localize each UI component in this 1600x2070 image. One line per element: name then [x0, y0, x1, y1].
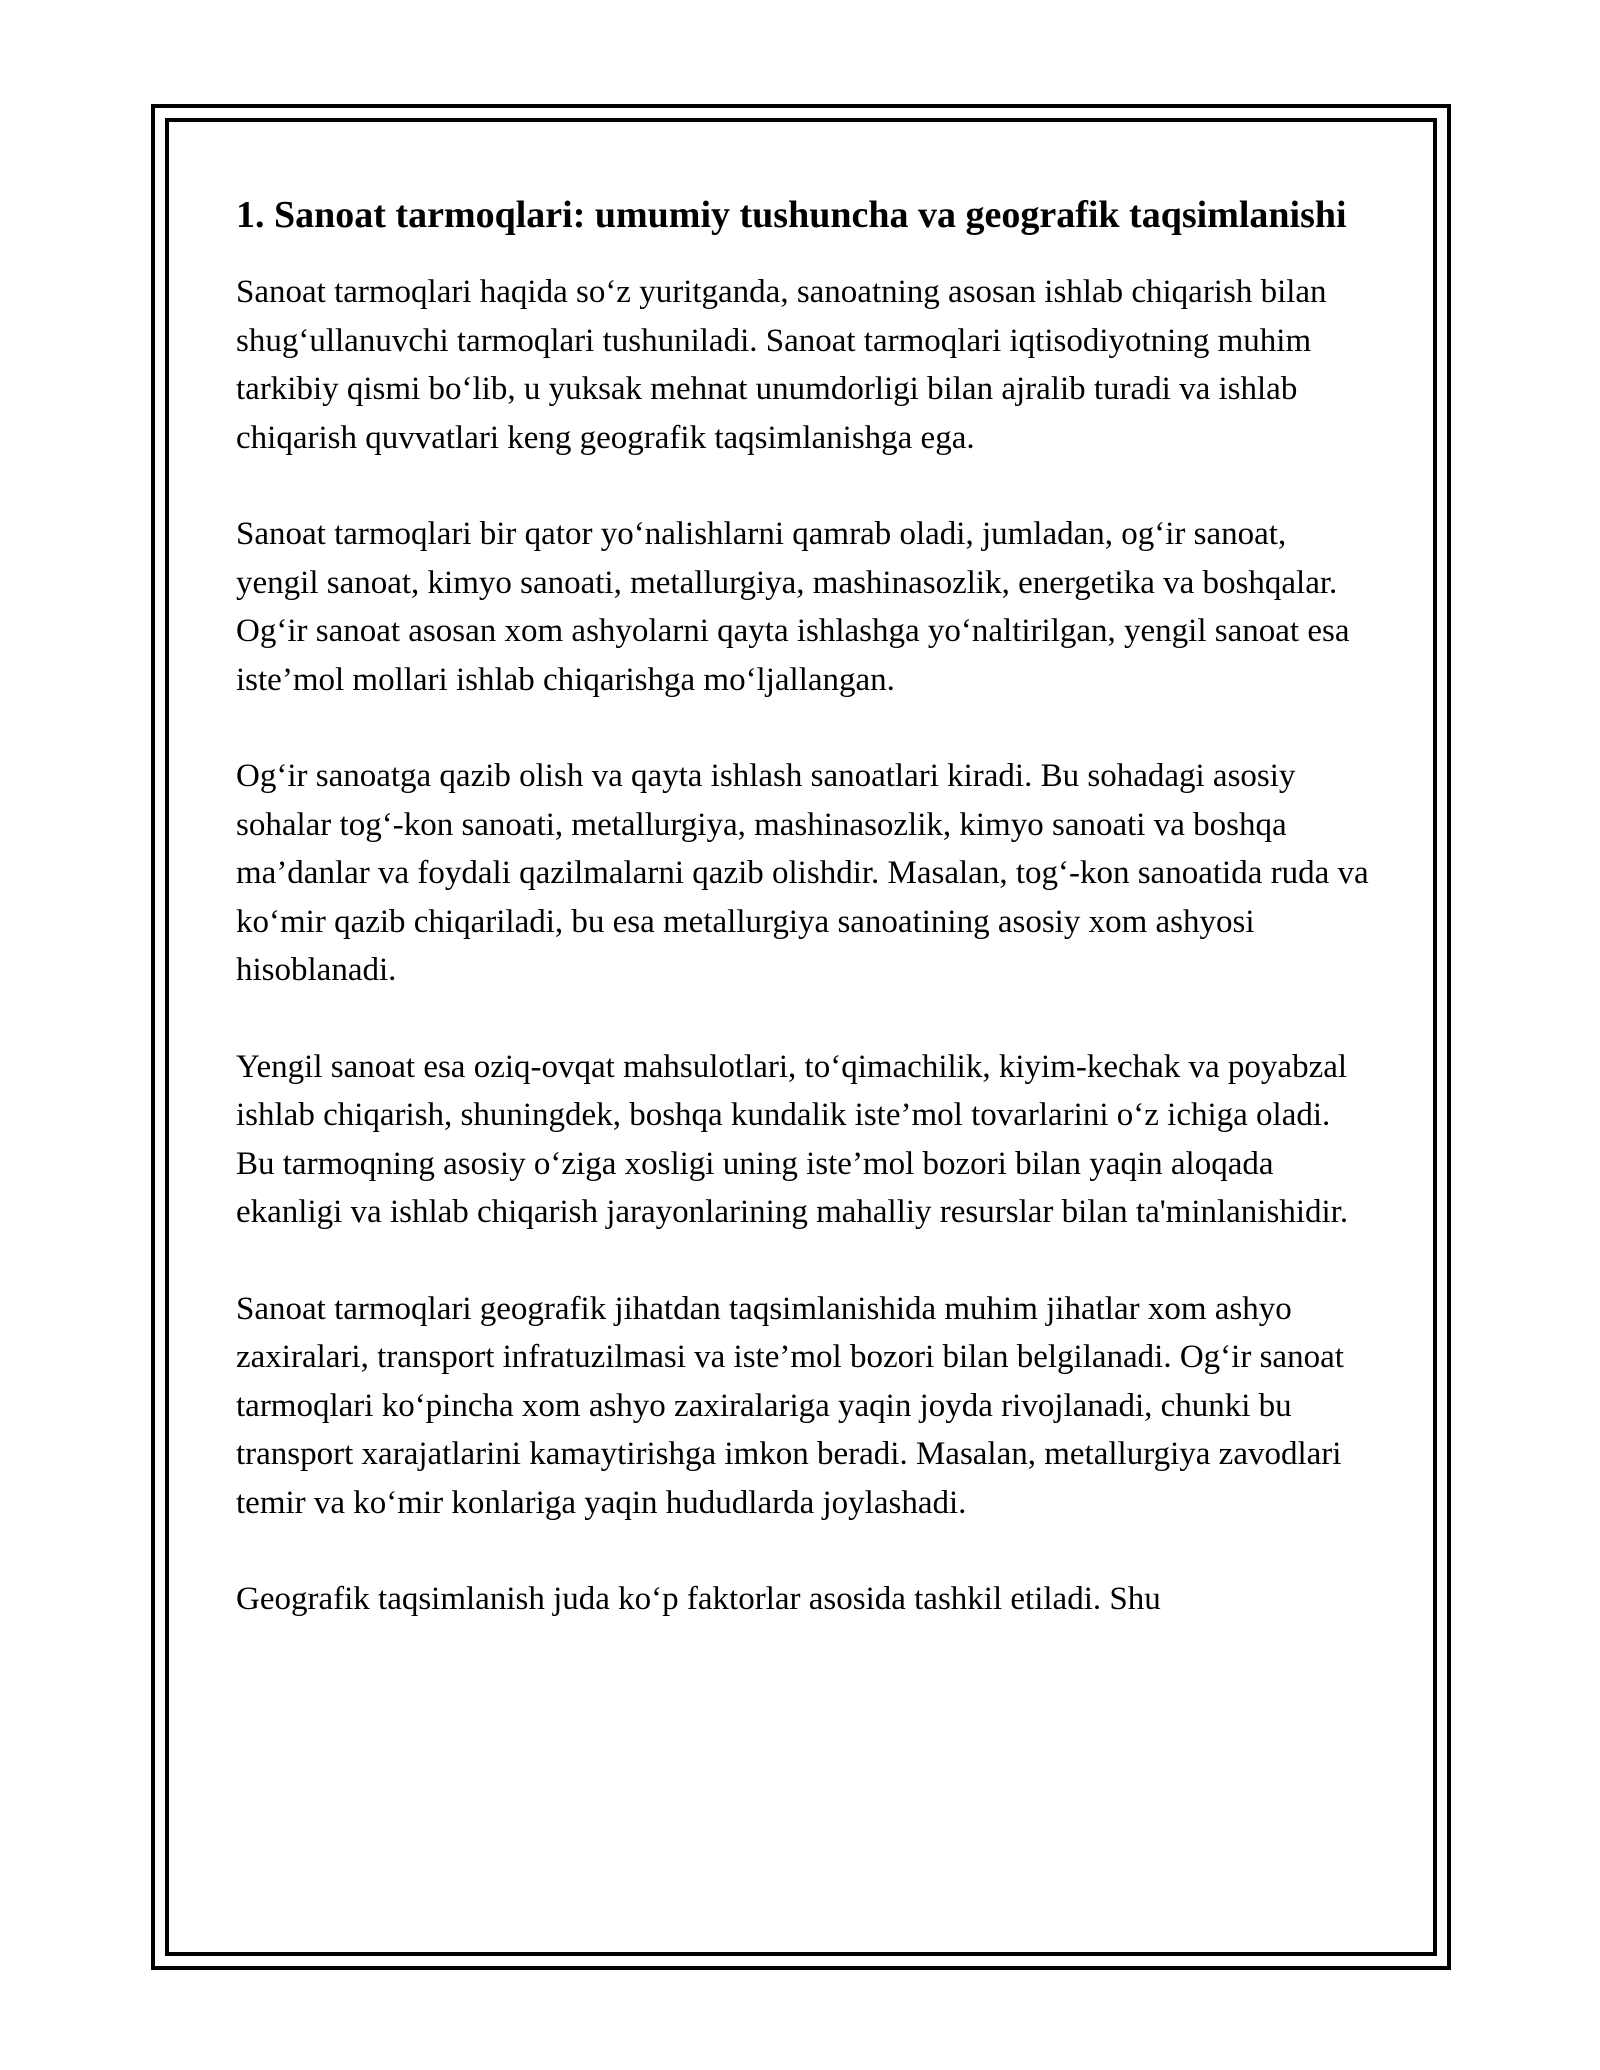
- paragraph-3: Og‘ir sanoatga qazib olish va qayta ishlash sanoatlari kiradi. Bu sohadagi asosiy sohalar tog‘-kon sanoati, metallurgiya, mashinasozlik, kimyo sanoati va boshqa ma’danlar va foydali qazilmalarni qazib olishdir. Masalan, tog‘-kon sanoatida ruda va ko‘mir qazib chiqariladi, bu esa metallurgiya sanoatining asosiy xom ashyosi hisoblanadi.: [236, 758, 1369, 988]
- paragraph-1: Sanoat tarmoqlari haqida so‘z yuritganda, sanoatning asosan ishlab chiqarish bilan shug‘ullanuvchi tarmoqlari tushuniladi. Sanoat tarmoqlari iqtisodiyotning muhim tarkibiy qismi bo‘lib, u yuksak mehnat unumdorligi bilan ajralib turadi va ishlab chiqarish quvvatlari keng geografik taqsimlanishga ega.: [236, 274, 1327, 456]
- paragraph-6: Geografik taqsimlanish juda ko‘p faktorlar asosida tashkil etiladi. Shu: [236, 1581, 1161, 1617]
- paragraph-2: Sanoat tarmoqlari bir qator yo‘nalishlarni qamrab oladi, jumladan, og‘ir sanoat, yengil sanoat, kimyo sanoati, metallurgiya, mashinasozlik, energetika va boshqalar. Og‘ir sanoat asosan xom ashyolarni qayta ishlashga yo‘naltirilgan, yengil sanoat esa iste’mol mollari ishlab chiqarishga mo‘ljallangan.: [236, 516, 1350, 698]
- section-heading: 1. Sanoat tarmoqlari: umumiy tushuncha va geografik taqsimlanishi: [236, 194, 1347, 236]
- document-body: [236, 188, 1376, 1672]
- paragraph-4: Yengil sanoat esa oziq-ovqat mahsulotlari, to‘qimachilik, kiyim-kechak va poyabzal ishlab chiqarish, shuningdek, boshqa kundalik iste’mol tovarlarini o‘z ichiga oladi. Bu tarmoqning asosiy o‘ziga xosligi uning iste’mol bozori bilan yaqin aloqada ekanligi va ishlab chiqarish jarayonlarining mahalliy resurslar bilan ta'minlanishidir.: [236, 1048, 1349, 1230]
- paragraph-5: Sanoat tarmoqlari geografik jihatdan taqsimlanishida muhim jihatlar xom ashyo zaxiralari, transport infratuzilmasi va iste’mol bozori bilan belgilanadi. Og‘ir sanoat tarmoqlari ko‘pincha xom ashyo zaxiralariga yaqin joyda rivojlanadi, chunki bu transport xarajatlarini kamaytirishga imkon beradi. Masalan, metallurgiya zavodlari temir va ko‘mir konlariga yaqin hududlarda joylashadi.: [236, 1290, 1344, 1521]
